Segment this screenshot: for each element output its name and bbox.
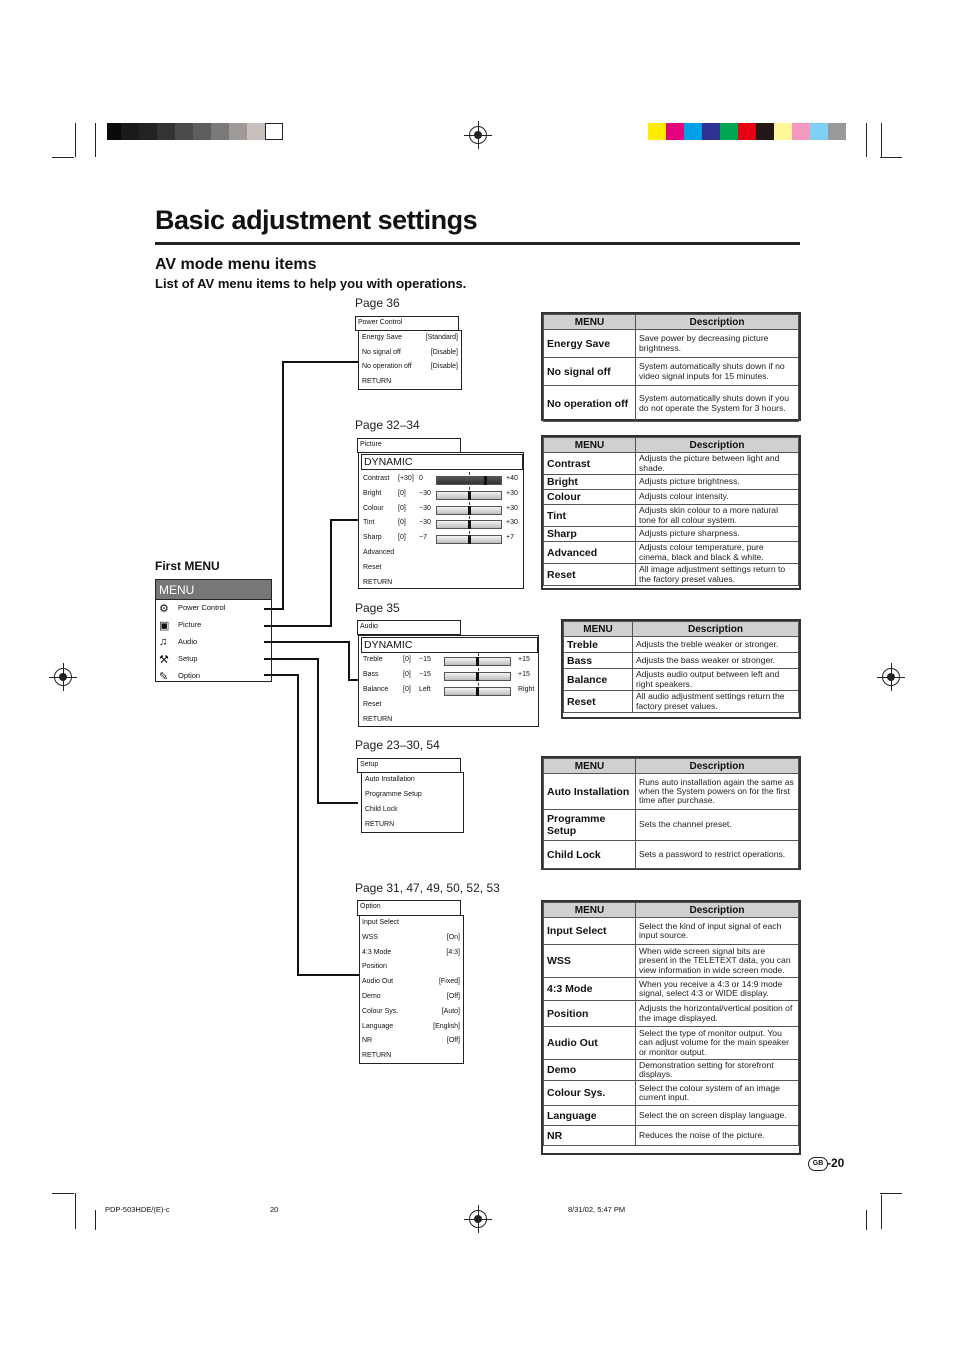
table-description-cell: When you receive a 4:3 or 14:9 mode signal, select 4:3 or WIDE display.: [636, 978, 799, 1001]
picture-osd-item[interactable]: RETURN: [363, 578, 393, 586]
table-menu-cell: Bass: [564, 653, 633, 669]
table-header: MENU: [544, 903, 636, 918]
option-osd-value: [Fixed]: [438, 978, 460, 986]
audio-mode: DYNAMIC: [361, 637, 538, 653]
picture-slider[interactable]: [436, 520, 502, 529]
power-osd-item[interactable]: RETURN: [362, 377, 392, 385]
footer-file: PDP-503HDE/(E)-c: [105, 1205, 170, 1214]
region-badge: GB: [808, 1157, 828, 1171]
table-row: [544, 386, 799, 422]
table-menu-cell: Programme Setup: [544, 810, 636, 841]
picture-osd: [358, 452, 524, 589]
setup-osd: [361, 772, 464, 833]
picture-osd-item[interactable]: Reset: [363, 563, 382, 571]
option-osd-item[interactable]: RETURN: [362, 1052, 392, 1060]
picture-osd-min: 0: [419, 475, 423, 482]
power-osd-value: [Disable]: [430, 363, 458, 370]
table-description-cell: Select the on screen display language.: [636, 1106, 799, 1126]
table-row: [544, 810, 799, 841]
option-osd-item[interactable]: Input Select: [362, 919, 399, 926]
option-osd-item[interactable]: Demo: [362, 993, 381, 1000]
power-osd-item[interactable]: No signal off: [362, 348, 401, 356]
audio-osd-min: −15: [419, 671, 431, 678]
power-osd-value: [Disable]: [430, 348, 458, 356]
table-description-cell: Sets a password to restrict operations.: [636, 841, 799, 869]
option-osd-tab: Option: [357, 900, 461, 916]
picture-page-ref: Page 32–34: [355, 418, 420, 432]
table-description-cell: Reduces the noise of the picture.: [636, 1126, 799, 1146]
picture-osd-max: +7: [506, 534, 514, 542]
table-menu-cell: Balance: [564, 669, 633, 691]
table-description-cell: Adjusts colour temperature, pure cinema, black and black & white.: [636, 542, 799, 564]
audio-osd-max: Right: [518, 686, 535, 693]
table-row: [544, 1027, 799, 1060]
setup-description-table: [541, 756, 801, 870]
table-menu-cell: No signal off: [544, 358, 636, 386]
audio-slider[interactable]: [444, 657, 511, 666]
picture-osd-item[interactable]: Advanced: [363, 549, 395, 556]
power-page-ref: Page 36: [355, 296, 400, 310]
option-osd-item[interactable]: Position: [362, 963, 387, 971]
table-row: [544, 1001, 799, 1027]
section-title: AV mode menu items: [155, 256, 317, 273]
table-menu-cell: Position: [544, 1001, 636, 1027]
table-menu-cell: Energy Save: [544, 330, 636, 358]
picture-osd-value: [0]: [398, 519, 406, 527]
picture-osd-max: +40: [506, 475, 518, 482]
audio-osd-max: +15: [518, 656, 530, 663]
table-description-cell: All audio adjustment settings return the factory preset values.: [633, 691, 799, 713]
table-description-cell: Adjusts the treble weaker or stronger.: [633, 637, 799, 653]
audio-osd-tab: Audio: [357, 620, 461, 635]
section-intro: List of AV menu items to help you with operations.: [155, 276, 467, 291]
first-menu-header: MENU: [155, 579, 272, 600]
table-menu-cell: Sharp: [544, 527, 636, 542]
power-osd-item[interactable]: No operation off: [362, 363, 412, 370]
slider-center-tick: [469, 531, 470, 534]
table-row: [544, 1081, 799, 1106]
audio-osd: [358, 635, 539, 727]
power-description-table: [541, 312, 801, 421]
picture-description-table: [541, 435, 801, 590]
table-row: [564, 691, 799, 713]
slider-center-tick: [469, 487, 470, 490]
audio-icon: ♫: [159, 636, 168, 648]
slider-center-tick: [478, 668, 479, 671]
table-row: [544, 918, 799, 945]
power-control-icon: ⚙: [159, 603, 169, 615]
table-row: [544, 475, 799, 490]
picture-osd-label[interactable]: Sharp: [363, 534, 382, 542]
table-header: Description: [633, 622, 799, 637]
picture-osd-label[interactable]: Bright: [363, 489, 382, 497]
table-header: MENU: [544, 315, 636, 330]
slider-center-tick: [469, 516, 470, 519]
setup-page-ref: Page 23–30, 54: [355, 738, 440, 752]
table-description-cell: Select the type of monitor output. You can adjust volume for the main speaker or monitor output.: [636, 1027, 799, 1060]
table-header: Description: [636, 903, 799, 918]
table-menu-cell: Contrast: [544, 453, 636, 475]
picture-osd-value: [0]: [398, 504, 406, 512]
table-header: MENU: [564, 622, 633, 637]
table-description-cell: Adjusts skin colour to a more natural tone for all colour system.: [636, 505, 799, 527]
table-header: MENU: [544, 759, 636, 774]
picture-osd-value: [0]: [398, 489, 406, 497]
slider-center-tick: [478, 683, 479, 686]
table-row: [544, 527, 799, 542]
option-osd: [359, 915, 464, 1064]
slider-thumb[interactable]: [468, 535, 471, 544]
picture-icon: ▣: [159, 620, 170, 632]
picture-osd-value: [0]: [398, 534, 406, 542]
slider-center-tick: [469, 502, 470, 505]
setup-icon: ⚒: [159, 654, 169, 666]
table-menu-cell: Colour Sys.: [544, 1081, 636, 1106]
picture-osd-min: −30: [419, 519, 431, 527]
table-row: [544, 505, 799, 527]
picture-osd-max: +30: [506, 489, 518, 497]
table-description-cell: Select the kind of input signal of each input source.: [636, 918, 799, 945]
slider-thumb[interactable]: [476, 687, 479, 696]
table-row: [564, 669, 799, 691]
power-osd-value: [Standard]: [425, 334, 458, 341]
table-row: [544, 358, 799, 386]
picture-slider[interactable]: [436, 476, 502, 485]
table-menu-cell: Audio Out: [544, 1027, 636, 1060]
table-description-cell: Adjusts picture brightness.: [636, 475, 799, 490]
table-description-cell: Runs auto installation again the same as when the System powers on for the first time after purchase.: [636, 774, 799, 810]
table-description-cell: Save power by decreasing picture brightness.: [636, 330, 799, 358]
table-description-cell: System automatically shuts down if no video signal inputs for 15 minutes.: [636, 358, 799, 386]
audio-page-ref: Page 35: [355, 601, 400, 615]
table-menu-cell: Demo: [544, 1060, 636, 1081]
table-menu-cell: WSS: [544, 945, 636, 978]
table-description-cell: When wide screen signal bits are present in the TELETEXT data, you can view information in wide screen mode.: [636, 945, 799, 978]
table-menu-cell: Child Lock: [544, 841, 636, 869]
setup-osd-item[interactable]: Auto Installation: [365, 776, 415, 783]
table-row: [544, 774, 799, 810]
power-osd: [358, 330, 462, 390]
table-row: [544, 945, 799, 978]
table-menu-cell: Advanced: [544, 542, 636, 564]
slider-thumb[interactable]: [484, 476, 487, 485]
audio-slider[interactable]: [444, 687, 511, 696]
table-row: [544, 330, 799, 358]
audio-osd-label[interactable]: Bass: [363, 671, 379, 678]
table-row: [544, 542, 799, 564]
audio-osd-max: +15: [518, 671, 530, 678]
option-osd-value: [On]: [446, 933, 460, 941]
table-row: [544, 1106, 799, 1126]
slider-thumb[interactable]: [468, 506, 471, 515]
table-row: [544, 1060, 799, 1081]
option-osd-value: [4:3]: [446, 948, 460, 956]
table-menu-cell: Input Select: [544, 918, 636, 945]
audio-osd-value: [0]: [403, 686, 411, 693]
table-description-cell: Sets the channel preset.: [636, 810, 799, 841]
table-menu-cell: Treble: [564, 637, 633, 653]
option-osd-item[interactable]: 4:3 Mode: [362, 948, 392, 956]
option-icon: ✎: [159, 671, 169, 683]
picture-osd-tab: Picture: [357, 438, 461, 453]
picture-slider[interactable]: [436, 535, 502, 544]
table-menu-cell: Language: [544, 1106, 636, 1126]
table-description-cell: System automatically shuts down if you do not operate the System for 3 hours.: [636, 386, 799, 422]
first-menu-item-picture[interactable]: Picture: [178, 620, 202, 629]
table-row: [544, 841, 799, 869]
table-row: [544, 978, 799, 1001]
table-menu-cell: Bright: [544, 475, 636, 490]
table-description-cell: Adjusts colour intensity.: [636, 490, 799, 505]
picture-osd-label[interactable]: Contrast: [363, 475, 390, 482]
slider-thumb[interactable]: [468, 491, 471, 500]
setup-osd-tab: Setup: [357, 758, 461, 773]
option-osd-item[interactable]: Colour Sys.: [362, 1007, 399, 1015]
table-row: [544, 1126, 799, 1146]
option-osd-item[interactable]: NR: [362, 1037, 373, 1045]
table-menu-cell: Reset: [544, 564, 636, 586]
audio-osd-min: Left: [419, 686, 431, 693]
page-title: Basic adjustment settings: [155, 205, 478, 235]
first-menu-item-power-control[interactable]: Power Control: [178, 603, 226, 612]
setup-osd-item[interactable]: RETURN: [365, 821, 395, 828]
table-header: Description: [636, 315, 799, 330]
table-row: [564, 653, 799, 669]
audio-osd-min: −15: [419, 656, 431, 663]
slider-thumb[interactable]: [468, 520, 471, 529]
table-description-cell: Adjusts the picture between light and shade.: [636, 453, 799, 475]
table-row: [544, 453, 799, 475]
option-osd-item[interactable]: WSS: [362, 933, 378, 941]
table-description-cell: Adjusts picture sharpness.: [636, 527, 799, 542]
table-description-cell: Adjusts the horizontal/vertical position of the image displayed.: [636, 1001, 799, 1027]
picture-osd-label[interactable]: Tint: [363, 519, 375, 527]
table-description-cell: Adjusts the bass weaker or stronger.: [633, 653, 799, 669]
table-menu-cell: No operation off: [544, 386, 636, 422]
table-menu-cell: Tint: [544, 505, 636, 527]
option-osd-item[interactable]: Language: [362, 1022, 394, 1030]
option-description-table: [541, 900, 801, 1155]
picture-slider[interactable]: [436, 506, 502, 515]
picture-osd-max: +30: [506, 519, 518, 527]
picture-osd-min: −7: [419, 534, 427, 542]
option-osd-value: [English]: [433, 1022, 460, 1030]
table-description-cell: Adjusts audio output between left and right speakers.: [633, 669, 799, 691]
audio-osd-item[interactable]: Reset: [363, 701, 382, 708]
audio-osd-label[interactable]: Treble: [363, 656, 383, 663]
power-osd-tab: Power Control: [355, 316, 459, 331]
audio-osd-value: [0]: [403, 671, 411, 678]
option-osd-value: [Off]: [446, 1037, 460, 1045]
table-menu-cell: Auto Installation: [544, 774, 636, 810]
slider-thumb[interactable]: [476, 672, 479, 681]
slider-thumb[interactable]: [476, 657, 479, 666]
table-row: [544, 564, 799, 586]
setup-osd-item[interactable]: Child Lock: [365, 806, 398, 813]
audio-slider[interactable]: [444, 672, 511, 681]
table-menu-cell: NR: [544, 1126, 636, 1146]
picture-osd-value: [+30]: [398, 475, 414, 482]
setup-osd-item[interactable]: Programme Setup: [365, 791, 422, 798]
table-header: Description: [636, 759, 799, 774]
picture-mode: DYNAMIC: [361, 454, 523, 470]
table-description-cell: All image adjustment settings return to the factory preset values.: [636, 564, 799, 586]
first-menu-item-setup[interactable]: Setup: [178, 654, 198, 663]
option-page-ref: Page 31, 47, 49, 50, 52, 53: [355, 881, 500, 895]
slider-center-tick: [478, 653, 479, 656]
option-osd-value: [Off]: [446, 993, 460, 1000]
audio-description-table: [561, 619, 801, 719]
page-number: -20: [827, 1156, 845, 1170]
table-menu-cell: 4:3 Mode: [544, 978, 636, 1001]
table-menu-cell: Reset: [564, 691, 633, 713]
audio-osd-label[interactable]: Balance: [363, 686, 389, 693]
picture-osd-min: −30: [419, 489, 431, 497]
slider-center-tick: [469, 472, 470, 475]
option-osd-item[interactable]: Audio Out: [362, 978, 394, 986]
table-description-cell: Demonstration setting for storefront displays.: [636, 1060, 799, 1081]
picture-slider[interactable]: [436, 491, 502, 500]
first-menu-label: First MENU: [155, 559, 220, 573]
table-row: [564, 637, 799, 653]
audio-osd-value: [0]: [403, 656, 411, 663]
first-menu-item-option[interactable]: Option: [178, 671, 201, 680]
table-row: [544, 490, 799, 505]
footer-page: 20: [270, 1205, 279, 1214]
option-osd-value: [Auto]: [441, 1007, 460, 1015]
table-header: MENU: [544, 438, 636, 453]
audio-osd-item[interactable]: RETURN: [363, 716, 393, 723]
picture-osd-label[interactable]: Colour: [363, 504, 384, 512]
picture-osd-min: −30: [419, 504, 431, 512]
power-osd-item[interactable]: Energy Save: [362, 334, 403, 341]
picture-osd-max: +30: [506, 504, 518, 512]
table-header: Description: [636, 438, 799, 453]
footer-date: 8/31/02, 5:47 PM: [568, 1205, 626, 1214]
first-menu: [155, 600, 272, 682]
table-menu-cell: Colour: [544, 490, 636, 505]
first-menu-item-audio[interactable]: Audio: [178, 637, 198, 646]
table-description-cell: Select the colour system of an image current input.: [636, 1081, 799, 1106]
